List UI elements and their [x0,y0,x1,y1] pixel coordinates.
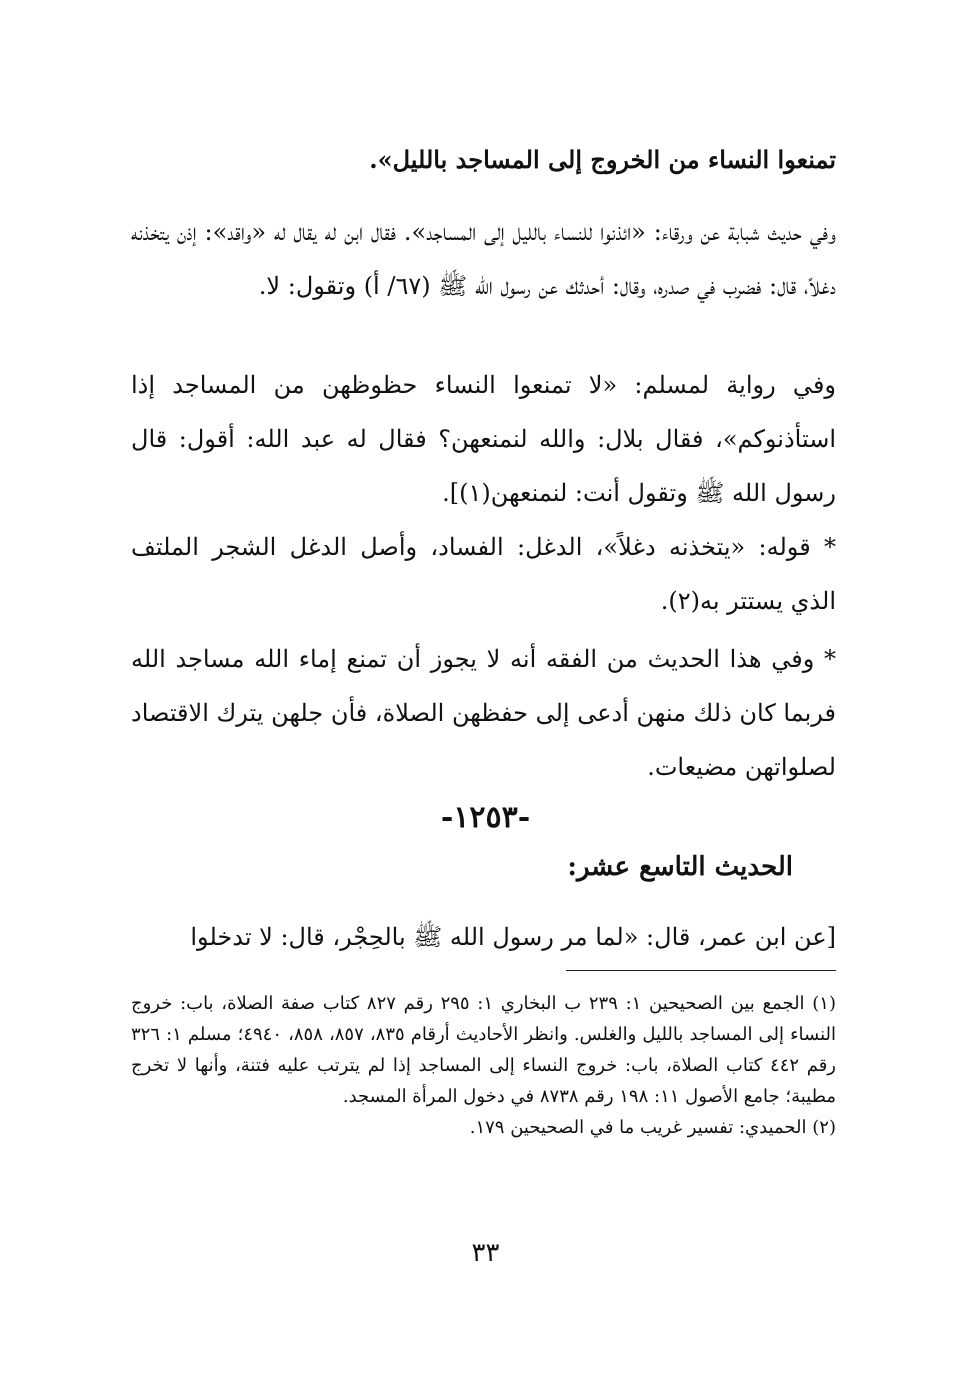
main-text-3 [131,358,836,520]
page-number: ٣٣ [471,1238,500,1268]
hadith-number: -١٢٥٣- [440,800,531,835]
main-text-5 [131,632,836,794]
paragraph-shababa-narration: وفي حديث شبابة عن ورقاء: «ائذنوا للنساء بالليل إلى المساجد». فقال ابن له يقال له «واقد»: إذن يتخذنه دغلاً، قال: فضرب في صدره، وقال: أحدثك عن رسول الله ﷺ (٦٧/ أ) وتقول: لا. [131,218,836,300]
paragraph-ibn-umar: [عن ابن عمر، قال: «لما مر رسول الله ﷺ بالحِجْر، قال: لا تدخلوا [190,923,836,951]
main-text-4 [131,520,836,628]
paragraph-continuation: تمنعوا النساء من الخروج إلى المساجد بالليل». [369,145,836,174]
paragraph-muslim-narration: وفي رواية لمسلم: «لا تمنعوا النساء حظوظهن من المساجد إذا استأذنوكم»، فقال بلال: والله لنمنعهن؟ فقال له عبد الله: أقول: قال رسول الله ﷺ وتقول أنت: لنمنعهن(١)]. [131,371,836,507]
paragraph-dagal-explanation: * قوله: «يتخذنه دغلاً»، الدغل: الفساد، وأصل الدغل الشجر الملتف الذي يستتر به(٢). [131,533,836,615]
main-text [131,133,836,187]
section-heading: الحديث التاسع عشر: [567,852,793,882]
main-text-6 [131,910,836,964]
footnotes [131,988,836,1143]
footnote-divider [566,970,836,971]
paragraph-fiqh: * وفي هذا الحديث من الفقه أنه لا يجوز أن تمنع إماء الله مساجد الله فربما كان ذلك منهن أدعى إلى حفظهن الصلاة، فأن جلهن يترك الاقتصاد لصلواتهن مضيعات. [131,645,836,781]
footnote-1: (١) الجمع بين الصحيحين ١: ٢٣٩ ب البخاري ١: ٢٩٥ رقم ٨٢٧ كتاب صفة الصلاة، باب: خروج النساء إلى المساجد بالليل والغلس. وانظر الأحاديث أرقام ٨٣٥، ٨٥٧، ٨٥٨، ٤٩٤٠؛ مسلم ١: ٣٢٦ رقم ٤٤٢ كتاب الصلاة، باب: خروج النساء إلى المساجد إذا لم يترتب عليه فتنة، وأنها لا تخرج مطيبة؛ جامع الأصول ١١: ١٩٨ رقم ٨٧٣٨ في دخول المرأة المسجد. [131,993,837,1107]
footnote-2: (٢) الحميدي: تفسير غريب ما في الصحيحين ١٧٩. [469,1117,836,1138]
main-text-2 [131,205,836,313]
